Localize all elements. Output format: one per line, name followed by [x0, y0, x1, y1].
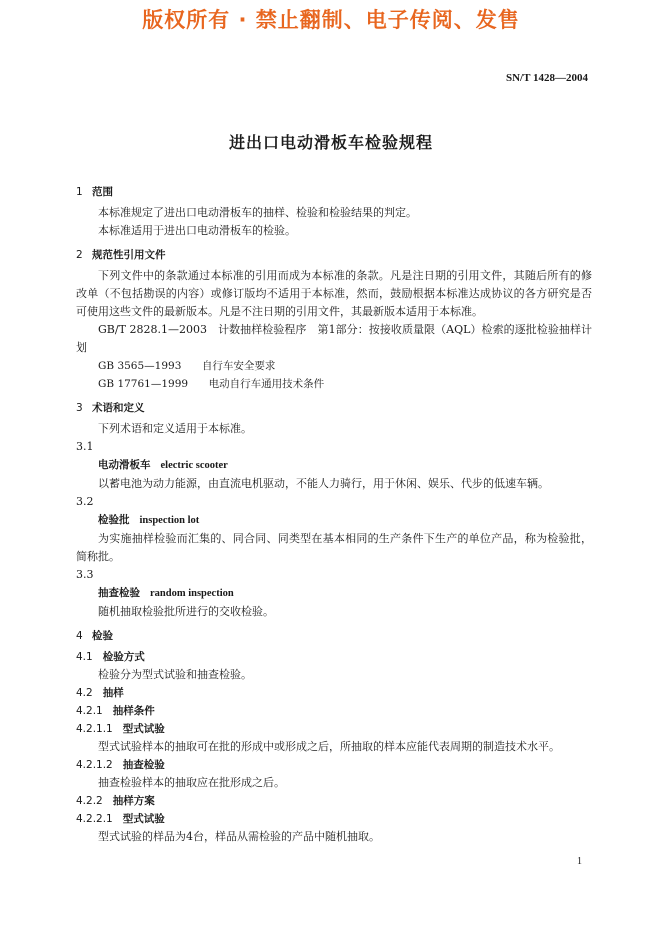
copyright-watermark: 版权所有 · 禁止翻制、电子传阅、发售	[142, 8, 520, 32]
section-4-1-para: 检验分为型式试验和抽查检验。	[98, 668, 252, 681]
section-4-2-1-2-para: 抽查检验样本的抽取应在批形成之后。	[98, 776, 285, 789]
page-number: 1	[577, 856, 582, 867]
section-1-para-2: 本标准适用于进出口电动滑板车的检验。	[98, 224, 296, 237]
term-2-definition: 为实施抽样检验而汇集的、同合同、同类型在基本相同的生产条件下生产的单位产品，称为检验批，简称批。	[76, 532, 592, 563]
standard-code: SN/T 1428—2004	[505, 72, 588, 84]
term-2-number: 3.2	[76, 495, 94, 508]
section-2-heading: 2 规范性引用文件	[76, 249, 166, 261]
section-4-2-1-1-para: 型式试验样本的抽取可在批的形成中或形成之后，所抽取的样本应能代表周期的制造技术水平。	[98, 740, 560, 753]
section-4-2-1-heading: 4.2.1 抽样条件	[76, 705, 155, 717]
document-body	[76, 183, 592, 846]
term-1-definition: 以蓄电池为动力能源，由直流电机驱动，不能人力骑行，用于休闲、娱乐、代步的低速车辆。	[98, 477, 549, 490]
section-4-1-heading: 4.1 检验方式	[76, 651, 145, 663]
term-1: 电动滑板车 electric scooter	[98, 459, 228, 471]
section-4-2-1-2-heading: 4.2.1.2 抽查检验	[76, 759, 165, 771]
term-3-number: 3.3	[76, 568, 94, 581]
reference-1: GB/T 2828.1—2003 计数抽样检验程序 第1部分：按接收质量限（AQL）检索的逐批检验抽样计划	[76, 323, 592, 354]
section-4-2-2-heading: 4.2.2 抽样方案	[76, 795, 155, 807]
section-1-para-1: 本标准规定了进出口电动滑板车的抽样、检验和检验结果的判定。	[98, 206, 417, 219]
page-title: 进出口电动滑板车检验规程	[228, 133, 433, 152]
term-1-number: 3.1	[76, 440, 94, 453]
section-2-para-1: 下列文件中的条款通过本标准的引用而成为本标准的条款。凡是注日期的引用文件，其随后所有的修改单（不包括勘误的内容）或修订版均不适用于本标准，然而，鼓励根据本标准达成协议的各方研究是否可使用这些文件的最新版本。凡是不注日期的引用文件，其最新版本适用于本标准。	[76, 269, 592, 318]
term-3-definition: 随机抽取检验批所进行的交收检验。	[98, 605, 274, 618]
reference-2: GB 3565—1993 自行车安全要求	[98, 360, 276, 372]
section-3-intro: 下列术语和定义适用于本标准。	[98, 422, 252, 435]
term-3: 抽查检验 random inspection	[98, 587, 234, 599]
section-4-2-2-1-heading: 4.2.2.1 型式试验	[76, 813, 165, 825]
section-4-heading: 4 检验	[76, 630, 113, 642]
term-2: 检验批 inspection lot	[98, 514, 200, 526]
section-1-heading: 1 范围	[76, 186, 113, 198]
reference-3: GB 17761—1999 电动自行车通用技术条件	[98, 378, 325, 390]
section-4-2-1-1-heading: 4.2.1.1 型式试验	[76, 723, 165, 735]
section-3-heading: 3 术语和定义	[76, 402, 145, 414]
section-4-2-heading: 4.2 抽样	[76, 687, 124, 699]
section-4-2-2-1-para: 型式试验的样品为4台，样品从需检验的产品中随机抽取。	[98, 830, 380, 843]
